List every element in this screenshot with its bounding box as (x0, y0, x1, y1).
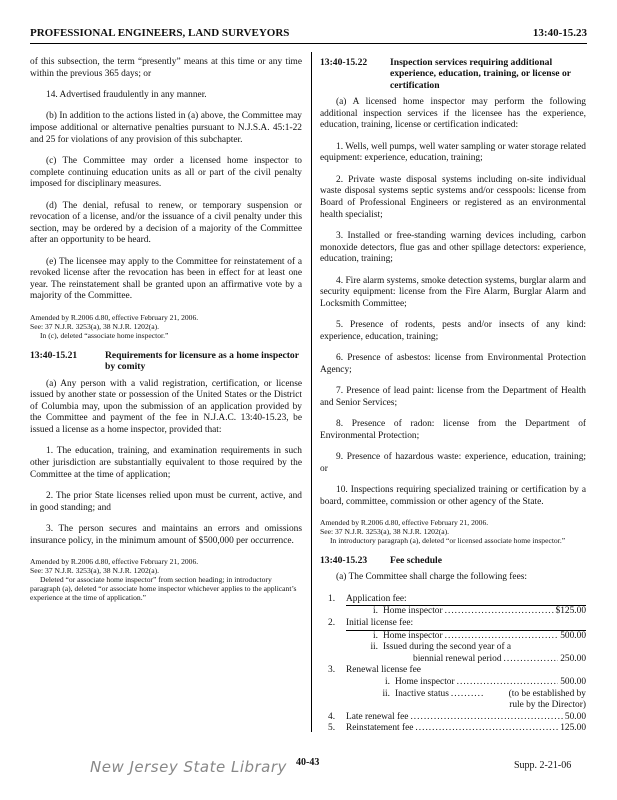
fee-label: Application fee: (346, 593, 407, 604)
list-item: 6. Presence of asbestos: license from Environmental Protection Agency; (320, 353, 586, 375)
list-item: 3. Installed or free-standing warning devices including, carbon monoxide detectors, flue gas and other spillage detectors: experience, education, training; (320, 230, 586, 265)
section-heading-15-22 (320, 57, 586, 91)
section-title: Requirements for licensure as a home inspector by comity (105, 349, 299, 373)
fee-subnumber: ii. (370, 642, 378, 653)
fee-amount: rule by the Director) (509, 700, 586, 711)
fee-subnumber: i. (373, 606, 378, 617)
section-title: Fee schedule (390, 555, 442, 567)
fee-amount: 500.00 (560, 676, 586, 687)
paragraph-22-a: (a) A licensed home inspector may perform the following additional inspection services if the licensee has the experience, education, training, license or certification indicated: (320, 97, 586, 131)
left-column (30, 57, 302, 612)
supplement-date: Supp. 2-21-06 (514, 760, 572, 771)
header-rule (30, 43, 587, 44)
fee-schedule (328, 594, 586, 735)
leader-dots (415, 723, 558, 735)
fee-row (328, 606, 586, 618)
section-heading-15-21 (30, 350, 302, 373)
running-header (30, 27, 587, 43)
fee-number: 3. (328, 665, 336, 676)
fee-row (328, 631, 586, 643)
fee-label: Home inspector (383, 630, 443, 641)
list-item: 2. Private waste disposal systems including on-site individual waste disposal systems septic systems and/or cesspools: license from Board of Professional Engineers or registered as an environmental health specialist; (320, 174, 586, 220)
amendment-line: Amended by R.2006 d.80, effective February 21, 2006. (30, 312, 199, 322)
fee-row (328, 654, 586, 666)
leader-dots (445, 631, 559, 643)
leader-dots (504, 654, 559, 666)
paragraph-23-a: (a) The Committee shall charge the following fees: (336, 572, 528, 583)
leader-dots (445, 606, 554, 618)
paragraph-b: (b) In addition to the actions listed in (a) above, the Committee may impose additional or alternative penalties pursuant to N.J.S.A. 45:1-22 and 25 for violations of any provision of this subchapter. (30, 111, 302, 145)
fee-row (328, 642, 586, 654)
amendment-line: See: 37 N.J.R. 3253(a), 38 N.J.R. 1202(a). (30, 321, 160, 331)
fee-number: 5. (328, 723, 336, 734)
leader-dots (457, 677, 559, 689)
paragraph-21-a: (a) Any person with a valid registration, certification, or license issued by another state or possession of the United States or the District of Columbia may, upon the submission of an application provided by the Committee and payment of the fee in N.J.A.C. 13:40-15.23, be issued a license as a home inspector, provided that: (30, 378, 302, 436)
leader-dots (451, 689, 485, 701)
fee-label: Renewal license fee (346, 665, 421, 676)
fee-row (328, 594, 586, 606)
fee-number: 1. (328, 593, 336, 604)
fee-row (328, 665, 586, 677)
column-divider (311, 52, 312, 732)
amendment-note (30, 313, 302, 340)
list-item: 10. Inspections requiring specialized training or certification by a board, committee, commission or other agency of the State. (320, 485, 586, 507)
fee-label: Home inspector (395, 676, 455, 687)
fee-row (328, 618, 586, 630)
leader-dots (410, 712, 562, 724)
fee-label: biennial renewal period (413, 653, 502, 664)
section-number: 13:40-15.21 (30, 349, 78, 361)
list-item: 4. Fire alarm systems, smoke detection systems, burglar alarm and security equipment: license from the Fire Alarm, Burglar Alarm and Locksmith Committee; (320, 275, 586, 309)
paragraph-21-3: 3. The person secures and maintains an errors and omissions insurance policy, in the minimum amount of $500,000 per occurrence. (30, 524, 302, 546)
fee-amount: 50.00 (564, 711, 586, 722)
fee-amount: (to be established by (508, 688, 586, 699)
amendment-note (30, 557, 302, 602)
fee-row (328, 723, 586, 735)
amendment-line: Amended by R.2006 d.80, effective February 21, 2006. (320, 518, 489, 528)
fee-subnumber: ii. (382, 688, 390, 699)
paragraph-e: (e) The licensee may apply to the Committee for reinstatement of a revoked license after the revocation has been in effect for at least one year. The reinstatement shall be granted upon an affirmative vote by a majority of the Committee. (30, 256, 302, 302)
right-column (320, 57, 586, 735)
paragraph-c: (c) The Committee may order a licensed home inspector to complete continuing education units as all or part of the civil penalty imposed for disciplinary measures. (30, 155, 302, 190)
paragraph-item-14: 14. Advertised fraudulently in any manner. (46, 89, 207, 100)
fee-label: Reinstatement fee (346, 723, 414, 734)
fee-number: 4. (328, 711, 336, 722)
fee-label: Late renewal fee (346, 711, 409, 722)
amendment-note (320, 518, 586, 545)
page-number: 40-43 (296, 757, 320, 768)
paragraph-d: (d) The denial, refusal to renew, or temporary suspension or revocation of a license, and/or the issuance of a civil penalty under this section, may be ordered by a decision of a majority of the Committee after an opportunity to be heard. (30, 200, 302, 246)
fee-label: Initial license fee: (346, 618, 414, 628)
fee-label: Inactive status (395, 688, 449, 699)
paragraph-21-2: 2. The prior State licenses relied upon must be current, active, and in good standing; and (30, 491, 302, 513)
amendment-line: In introductory paragraph (a), deleted “or licensed associate home inspector.” (330, 536, 566, 546)
list-item: 8. Presence of radon: license from the Department of Environmental Protection; (320, 419, 586, 441)
fee-amount: 500.00 (560, 630, 586, 641)
amendment-line: Deleted “or associate home inspector” from section heading; in introductory paragraph (a), deleted “or associate home inspector whichever applies to the applicant’s experience at the time of application.” (30, 575, 297, 602)
amendment-line: Amended by R.2006 d.80, effective February 21, 2006. (30, 557, 199, 566)
amendment-line: See: 37 N.J.R. 3253(a), 38 N.J.R. 1202(a). (320, 527, 450, 537)
list-item: 1. Wells, well pumps, well water sampling or water storage related equipment: experience, education, training; (320, 141, 586, 164)
amendment-line: See: 37 N.J.R. 3253(a), 38 N.J.R. 1202(a). (30, 566, 160, 575)
paragraph-continued: of this subsection, the term “presently” means at this time or any time within the previous 365 days; or (30, 57, 302, 79)
fee-row (328, 712, 586, 724)
amendment-line: In (c), deleted “associate home inspector.” (40, 330, 169, 340)
fee-row (328, 677, 586, 689)
list-item: 5. Presence of rodents, pests and/or insects of any kind: experience, education, training; (320, 320, 586, 342)
list-item: 7. Presence of lead paint: license from the Department of Health and Senior Services; (320, 386, 586, 408)
fee-row (328, 689, 586, 701)
section-number: 13:40-15.23 (320, 555, 368, 567)
fee-amount: 125.00 (560, 723, 586, 734)
list-item: 9. Presence of hazardous waste: experience, education, training; or (320, 452, 586, 474)
library-watermark: New Jersey State Library (90, 758, 287, 776)
section-title: Inspection services requiring additional experience, education, training, or license or certification (390, 57, 571, 91)
fee-subnumber: i. (373, 630, 378, 641)
header-section-number: 13:40-15.23 (532, 27, 587, 39)
fee-subnumber: i. (385, 676, 390, 687)
paragraph-21-1: 1. The education, training, and examination requirements in such other jurisdiction are substantially equivalent to those required by the Committee at the time of application; (30, 446, 302, 480)
section-heading-15-23 (320, 555, 586, 566)
fee-row (328, 700, 586, 712)
fee-label: Issued during the second year of a (383, 642, 512, 653)
header-title: PROFESSIONAL ENGINEERS, LAND SURVEYORS (30, 27, 290, 39)
fee-amount: $125.00 (555, 606, 586, 617)
section-number: 13:40-15.22 (320, 57, 368, 68)
fee-label: Home inspector (383, 606, 443, 617)
fee-amount: 250.00 (560, 653, 586, 664)
fee-number: 2. (328, 618, 336, 628)
